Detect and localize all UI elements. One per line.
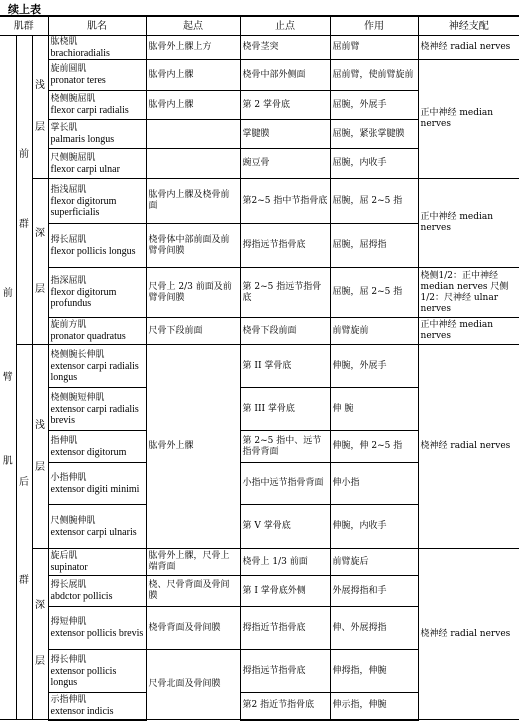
deep-layer-label: 深 层 xyxy=(32,549,48,720)
table-row xyxy=(0,318,519,345)
anterior-group-label: 前 群 xyxy=(16,36,32,345)
insertion-cell: 拇指远节指骨底 xyxy=(240,224,330,268)
header-row xyxy=(0,16,519,36)
nerve-cell: 桡神经 radial nerves xyxy=(418,549,519,720)
header-origin: 起点 xyxy=(146,16,240,36)
muscle-name-cell: 指深屈肌 flexor digitorum profundus xyxy=(48,268,146,318)
shallow-layer-label: 浅 层 xyxy=(32,36,48,179)
muscle-name-cell: 旋前圆肌 pronator teres xyxy=(48,60,146,91)
action-cell: 屈前臂 xyxy=(330,36,418,60)
muscle-name-cell: 小指伸肌 extensor digiti minimi xyxy=(48,463,146,505)
muscle-name-cell: 旋后肌 supinator xyxy=(48,549,146,576)
nerve-cell: 正中神经 median nerves xyxy=(418,179,519,268)
insertion-cell: 第 II 掌骨底 xyxy=(240,345,330,388)
insertion-cell: 豌豆骨 xyxy=(240,149,330,179)
origin-cell: 尺骨北面及骨间膜 xyxy=(146,650,240,720)
forearm-group-label: 前 臂 肌 xyxy=(0,36,16,720)
action-cell: 屈腕，屈 2~5 指 xyxy=(330,268,418,318)
table-row xyxy=(0,268,519,318)
action-cell: 屈前臂，使前臂旋前 xyxy=(330,60,418,91)
origin-cell: 桡骨背面及骨间膜 xyxy=(146,607,240,650)
origin-cell: 肱骨外上髁 xyxy=(146,345,240,549)
muscle-name-cell: 指浅屈肌 flexor digitorum superficialis xyxy=(48,179,146,224)
insertion-cell: 拇指远节指骨底 xyxy=(240,650,330,693)
header-nerve: 神经支配 xyxy=(418,16,519,36)
action-cell: 伸腕，外展手 xyxy=(330,345,418,388)
table-row xyxy=(0,549,519,576)
nerve-cell: 桡侧1/2：正中神经 median nerves 尺侧 1/2：尺神经 ulnar nerves xyxy=(418,268,519,318)
muscle-name-cell: 桡侧腕长伸肌 extensor carpi radialis longus xyxy=(48,345,146,388)
insertion-cell: 第 2~5 指中、远节指骨背面 xyxy=(240,431,330,463)
muscle-name-cell: 拇长展肌 abdctor pollicis xyxy=(48,576,146,607)
header-group: 肌群 xyxy=(0,16,48,36)
action-cell: 伸示指，伸腕 xyxy=(330,693,418,720)
action-cell: 屈腕，屈 2~5 指 xyxy=(330,179,418,224)
nerve-cell: 桡神经 radial nerves xyxy=(418,345,519,549)
action-cell: 伸、外展拇指 xyxy=(330,607,418,650)
table-caption: 续上表 xyxy=(8,3,41,16)
muscle-name-cell: 肱桡肌 brachioradialis xyxy=(48,36,146,60)
origin-cell: 肱骨内上髁及桡骨前面 xyxy=(146,179,240,224)
origin-cell: 尺骨下段前面 xyxy=(146,318,240,345)
insertion-cell: 桡骨下段前面 xyxy=(240,318,330,345)
table-row xyxy=(0,345,519,388)
action-cell: 屈腕，内收手 xyxy=(330,149,418,179)
origin-cell: 肱骨内上髁 xyxy=(146,60,240,91)
insertion-cell: 掌腱膜 xyxy=(240,120,330,149)
action-cell: 伸腕，伸 2~5 指 xyxy=(330,431,418,463)
action-cell: 伸 腕 xyxy=(330,388,418,431)
table-row xyxy=(0,179,519,224)
nerve-cell: 正中神经 median nerves xyxy=(418,318,519,345)
header-name: 肌名 xyxy=(48,16,146,36)
muscle-name-cell: 桡侧腕屈肌 flexor carpi radialis xyxy=(48,91,146,120)
muscle-name-cell: 旋前方肌 pronator quadratus xyxy=(48,318,146,345)
action-cell: 前臂旋前 xyxy=(330,318,418,345)
muscle-name-cell: 示指伸肌 extensor indicis xyxy=(48,693,146,720)
action-cell: 外展拇指和手 xyxy=(330,576,418,607)
origin-cell xyxy=(146,120,240,149)
origin-cell: 肱骨内上髁 xyxy=(146,91,240,120)
header-action: 作用 xyxy=(330,16,418,36)
muscle-table xyxy=(0,15,519,721)
insertion-cell: 第2~5 指中节指骨底 xyxy=(240,179,330,224)
insertion-cell: 拇指近节指骨底 xyxy=(240,607,330,650)
insertion-cell: 第 V 掌骨底 xyxy=(240,505,330,549)
muscle-name-cell: 尺侧腕伸肌 extensor carpi ulnaris xyxy=(48,505,146,549)
header-insertion: 止点 xyxy=(240,16,330,36)
nerve-cell: 正中神经 median nerves xyxy=(418,60,519,179)
muscle-name-cell: 拇短伸肌 extensor pollicis brevis xyxy=(48,607,146,650)
insertion-cell: 桡骨上 1/3 前面 xyxy=(240,549,330,576)
origin-cell: 桡、尺骨背面及骨间膜 xyxy=(146,576,240,607)
insertion-cell: 第 III 掌骨底 xyxy=(240,388,330,431)
muscle-name-cell: 拇长屈肌 flexor pollicis longus xyxy=(48,224,146,268)
posterior-group-label: 后 群 xyxy=(16,345,32,720)
nerve-cell: 桡神经 radial nerves xyxy=(418,36,519,60)
origin-cell: 桡骨体中部前面及前臂骨间膜 xyxy=(146,224,240,268)
origin-cell: 肱骨外上髁，尺骨上端背面 xyxy=(146,549,240,576)
table-row xyxy=(0,36,519,60)
insertion-cell: 第 I 掌骨底外侧 xyxy=(240,576,330,607)
origin-cell: 肱骨外上髁上方 xyxy=(146,36,240,60)
insertion-cell: 桡骨茎突 xyxy=(240,36,330,60)
action-cell: 伸小指 xyxy=(330,463,418,505)
action-cell: 屈腕，紧张掌腱膜 xyxy=(330,120,418,149)
action-cell: 伸拇指，伸腕 xyxy=(330,650,418,693)
insertion-cell: 桡骨中部外侧面 xyxy=(240,60,330,91)
action-cell: 屈腕，屈拇指 xyxy=(330,224,418,268)
insertion-cell: 第 2 掌骨底 xyxy=(240,91,330,120)
origin-cell: 尺骨上 2/3 前面及前臂骨间膜 xyxy=(146,268,240,318)
action-cell: 前臂旋后 xyxy=(330,549,418,576)
deep-layer-label: 深 层 xyxy=(32,179,48,345)
insertion-cell: 第 2~5 指远节指骨底 xyxy=(240,268,330,318)
insertion-cell: 小指中远节指骨背面 xyxy=(240,463,330,505)
origin-cell xyxy=(146,149,240,179)
insertion-cell: 第2 指近节指骨底 xyxy=(240,693,330,720)
action-cell: 屈腕，外展手 xyxy=(330,91,418,120)
shallow-layer-label: 浅 层 xyxy=(32,345,48,549)
muscle-name-cell: 尺侧腕屈肌 flexor carpi ulnar xyxy=(48,149,146,179)
muscle-name-cell: 桡侧腕短伸肌 extensor carpi radialis brevis xyxy=(48,388,146,431)
muscle-name-cell: 拇长伸肌 extensor pollicis longus xyxy=(48,650,146,693)
muscle-name-cell: 掌长肌 palmaris longus xyxy=(48,120,146,149)
muscle-name-cell: 指伸肌 extensor digitorum xyxy=(48,431,146,463)
table-row xyxy=(0,60,519,91)
action-cell: 伸腕，内收手 xyxy=(330,505,418,549)
